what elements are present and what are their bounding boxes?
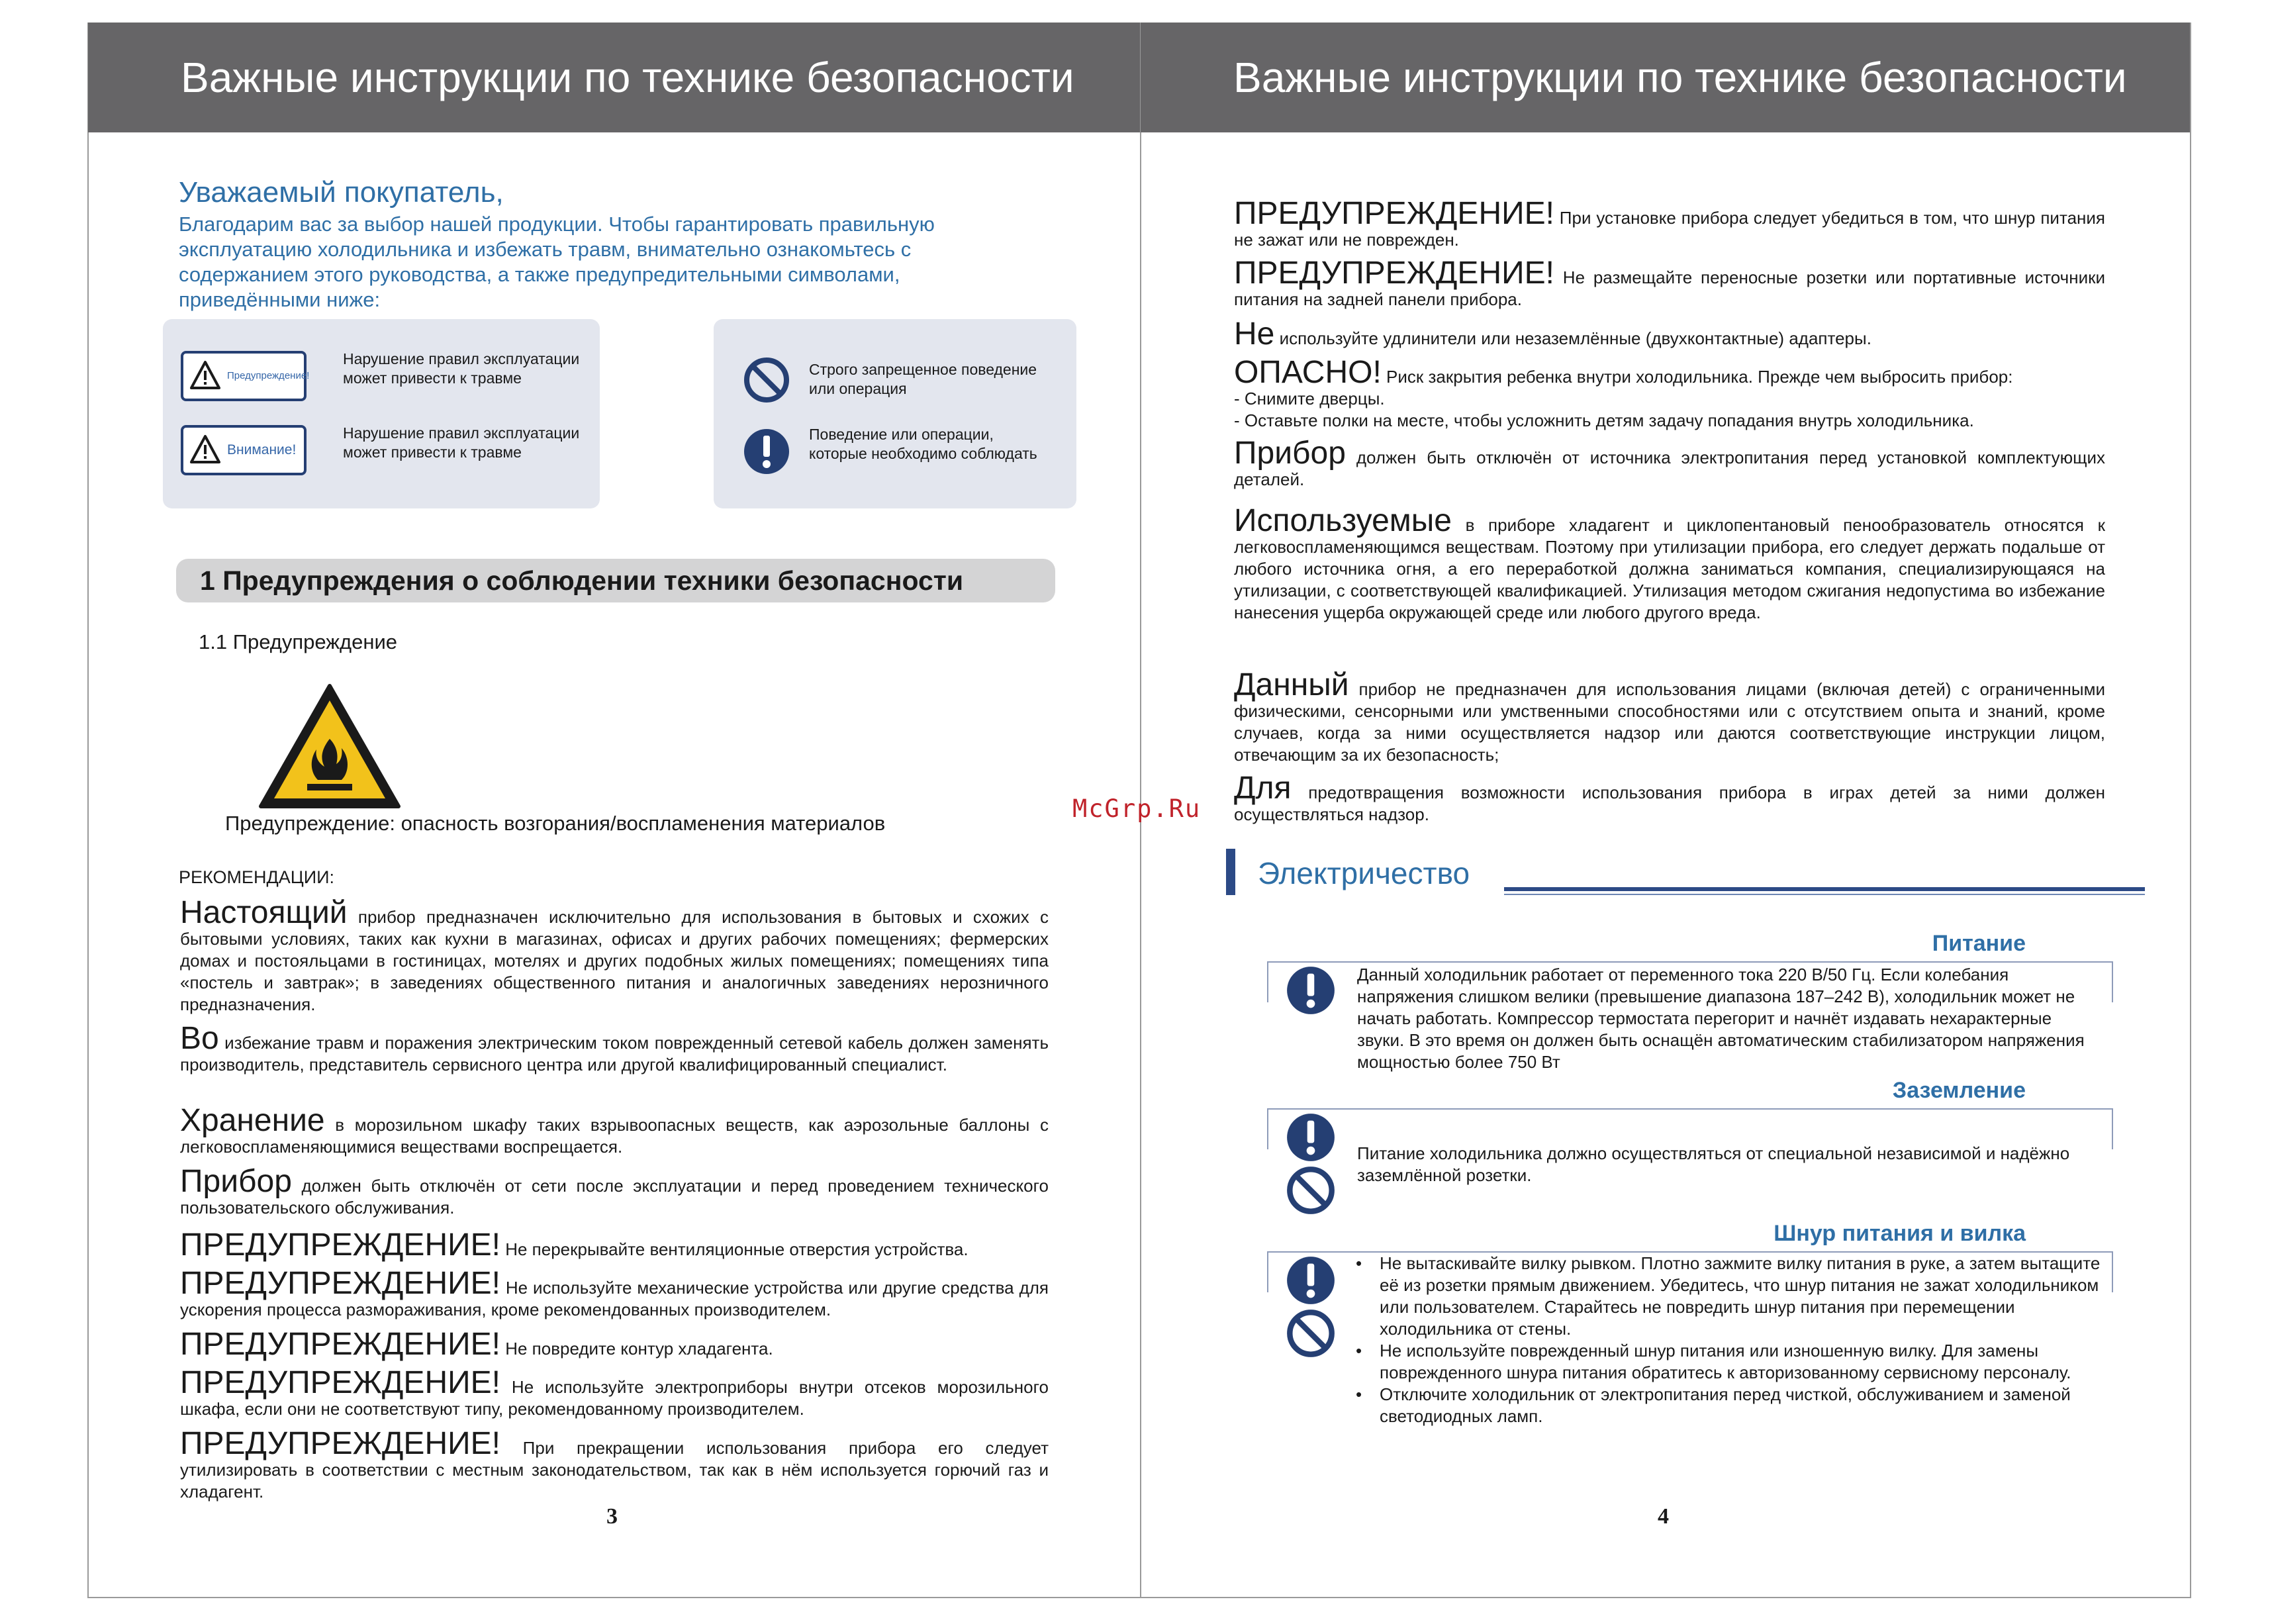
right-paragraph (1234, 436, 2105, 491)
subsection-title: 1.1 Предупреждение (199, 630, 398, 653)
hazard-caption (225, 812, 885, 836)
prohibition-icon (1286, 1165, 1336, 1216)
paragraph-text: Не размещайте переносные розетки или портативные источники питания на задней панели прибора. (1234, 267, 2105, 309)
caution-tag-description: Нарушение правил эксплуатации может привести к травме (343, 424, 580, 461)
left-page-header (88, 23, 1140, 132)
mandatory-description: Поведение или операции, которые необходимо соблюдать (809, 426, 1037, 462)
paragraph-text: должен быть отключён от источника электропитания перед установкой комплектующих деталей. (1234, 448, 2105, 489)
mandatory-icon (1286, 1112, 1336, 1163)
caution-tag (181, 425, 307, 475)
caution-tag-label: Внимание! (227, 442, 297, 457)
left-paragraph (180, 1164, 1049, 1219)
list-item: • Отключите холодильник от электропитания перед чисткой, обслуживанием и заменой светодиодных ламп. (1380, 1384, 2104, 1427)
paragraph-text: При установке прибора следует убедиться в том, что шнур питания не зажат или не поврежден. (1234, 208, 2105, 250)
paragraph-text: При прекращении использования прибора его следует утилизировать в соответствии с местным законодательством, так как в нём используется горючий газ и хладагент. (180, 1438, 1049, 1502)
paragraph-text: Не используйте электроприборы внутри отсеков морозильного шкафа, если они не соответствуют типу, рекомендованному производителем. (180, 1377, 1049, 1419)
paragraph-lead: Данный (1234, 667, 1349, 702)
paragraph-text: Не перекрывайте вентиляционные отверстия устройства. (500, 1239, 969, 1259)
paragraph-text: прибор не предназначен для использования лицами (включая детей) с ограниченными физическими, сенсорными или умственными способностями или с отсутствием опыта и знаний, кроме случаев, когда за ними осуществляется надзор или даются соответствующие инструкции лицом, отвечающим за их безопасность; (1234, 679, 2105, 765)
paragraph-lead: ПРЕДУПРЕЖДЕНИЕ! (1234, 256, 1554, 291)
right-paragraph (1234, 771, 2105, 826)
left-paragraph (180, 1103, 1049, 1158)
paragraph-text: предотвращения возможности использования прибора в играх детей за ними должен осуществляться надзор. (1234, 783, 2105, 824)
left-paragraph (180, 1266, 1049, 1321)
prohibition-icon (1286, 1308, 1336, 1359)
left-page-title: Важные инструкции по технике безопасности (181, 54, 1074, 101)
cord-heading: Шнур питания и вилка (1773, 1221, 2026, 1246)
prohibition-icon (743, 356, 790, 404)
caution-triangle-icon (190, 434, 220, 465)
electricity-accent-bar (1226, 849, 1235, 895)
electricity-title: Электричество (1258, 856, 1470, 890)
paragraph-lead: Прибор (180, 1164, 292, 1199)
paragraph-text: Риск закрытия ребенка внутри холодильника. Прежде чем выбросить прибор: (1381, 367, 2013, 387)
cord-list-container (1356, 1253, 2104, 1427)
mandatory-icon (1286, 965, 1336, 1016)
paragraph-lead: Хранение (180, 1103, 325, 1138)
warning-tag-description: Нарушение правил эксплуатации может привести к травме (343, 350, 580, 387)
left-paragraph (180, 1021, 1049, 1076)
page-number-right: 4 (1658, 1504, 1669, 1529)
right-paragraph (1234, 196, 2105, 251)
paragraph-lead: Не (1234, 316, 1275, 352)
paragraph-lead: ПРЕДУПРЕЖДЕНИЕ! (180, 1365, 500, 1400)
paragraph-lead: Прибор (1234, 436, 1346, 471)
paragraph-lead: ПРЕДУПРЕЖДЕНИЕ! (180, 1327, 500, 1362)
hazard-caption-lead: Предупреждение: (225, 812, 395, 835)
paragraph-text: в морозильном шкафу таких взрывоопасных веществ, как аэрозольные баллоны с легковоспламеняющимися веществами воспрещается. (180, 1115, 1049, 1157)
paragraph-lead: Во (180, 1021, 219, 1056)
right-paragraph (1234, 503, 2105, 624)
paragraph-lead: Используемые (1234, 503, 1452, 538)
greeting: Уважаемый покупатель, (179, 176, 504, 209)
recommendations-label: РЕКОМЕНДАЦИИ: (179, 867, 335, 887)
mandatory-icon (1286, 1255, 1336, 1306)
paragraph-text: избежание травм и поражения электрическим током поврежденный сетевой кабель должен заменять производитель, представитель сервисного центра или другой квалифицированный специалист. (180, 1033, 1049, 1075)
paragraph-text: Не используйте механические устройства или другие средства для ускорения процесса размораживания, кроме рекомендованных производителем. (180, 1278, 1049, 1319)
power-text: Данный холодильник работает от переменного тока 220 В/50 Гц. Если колебания напряжения слишком велики (превышение диапазона 187–242 В), холодильник может не начать работать. Компрессор термостата перегорит и начнёт издавать нехарактерные звуки. В это время он должен быть оснащён автоматическим стабилизатором напряжения мощностью более 750 Вт (1357, 965, 2085, 1072)
prohibition-description: Строго запрещенное поведение или операция (809, 361, 1037, 397)
mandatory-icon (743, 428, 790, 475)
paragraph-text: используйте удлинители или незаземлённые (двухконтактные) адаптеры. (1274, 328, 1871, 348)
paragraph-lead: Настоящий (180, 895, 348, 930)
watermark: McGrp.Ru (1072, 794, 1202, 823)
left-paragraph (180, 1327, 1049, 1362)
paragraph-text: должен быть отключён от сети после эксплуатации и перед проведением технического пользовательского обслуживания. (180, 1176, 1049, 1218)
grounding-heading: Заземление (1892, 1078, 2026, 1103)
paragraph-lead: ОПАСНО! (1234, 355, 1382, 390)
paragraph-lead: ПРЕДУПРЕЖДЕНИЕ! (180, 1266, 500, 1301)
paragraph-text: Не повредите контур хладагента. (500, 1339, 773, 1359)
warning-tag-label: Предупреждение! (227, 370, 310, 381)
legend-box-symbols (714, 319, 1076, 508)
electricity-rule-thin (1504, 894, 2145, 895)
grounding-text: Питание холодильника должно осуществляться от специальной независимой и надёжно заземлённой розетки. (1357, 1143, 2070, 1185)
intro-text: Благодарим вас за выбор нашей продукции. Чтобы гарантировать правильную эксплуатацию холодильника и избежать травм, внимательно ознакомьтесь с содержанием этого руководства, а также предупредительными символами, приведёнными ниже: (179, 213, 935, 311)
electricity-rule (1504, 887, 2145, 891)
right-paragraph (1234, 316, 2105, 352)
paragraph-lead: ПРЕДУПРЕЖДЕНИЕ! (1234, 196, 1554, 231)
list-item: • Не вытаскивайте вилку рывком. Плотно зажмите вилку питания в руке, а затем вытащите её из розетки прямым движением. Убедитесь, что шнур питания не зажат холодильником или пользователем. Старайтесь не повредить шнур питания при перемещении холодильника от стены. (1380, 1253, 2104, 1340)
paragraph-text: в приборе хладагент и циклопентановый пенообразователь относятся к легковоспламеняющимся веществам. Поэтому при утилизации прибора, его следует держать подальше от любого источника огня, а его переработкой должна заниматься компания, специализирующаяся на утилизации, с соответствующей квалификацией. Утилизация методом сжигания недопустима во избежание нанесения ущерба окружающей среде или любого другого вреда. (1234, 515, 2105, 622)
left-paragraph (180, 1426, 1049, 1503)
left-paragraph (180, 895, 1049, 1016)
legend-box-warnings (163, 319, 600, 508)
right-paragraph (1234, 667, 2105, 766)
flammable-hazard-icon (258, 683, 401, 809)
cord-list (1356, 1253, 2104, 1427)
page-number-left: 3 (606, 1504, 618, 1529)
danger-step-1: - Снимите дверцы. (1234, 389, 1385, 408)
power-heading: Питание (1932, 931, 2026, 956)
left-paragraph (180, 1365, 1049, 1420)
paragraph-lead: ПРЕДУПРЕЖДЕНИЕ! (180, 1227, 500, 1263)
danger-step-2: - Оставьте полки на месте, чтобы усложнить детям задачу попадания внутрь холодильника. (1234, 410, 1974, 430)
list-item: • Не используйте поврежденный шнур питания или изношенную вилку. Для замены поврежденного шнура питания обратитесь к авторизованному сервисному персоналу. (1380, 1340, 2104, 1384)
left-paragraph (180, 1227, 1049, 1263)
warning-tag (181, 351, 310, 401)
warning-triangle-icon (190, 360, 220, 391)
right-paragraph-danger (1234, 355, 2105, 432)
section-1-header (176, 559, 1055, 602)
right-page-header (1141, 23, 2190, 132)
paragraph-text: прибор предназначен исключительно для использования в бытовых и схожих с бытовыми условиях, таких как кухни в магазинах, офисах и других рабочих помещениях; фермерских домах и постояльцами в гостиницах, мотелях и других подобных жилых помещениях; помещениях типа «постель и завтрак»; в заведениях общественного питания и аналогичных заведениях нерозничного предназначения. (180, 907, 1049, 1014)
section-1-title: 1 Предупреждения о соблюдении техники безопасности (200, 565, 964, 596)
right-page-title: Важные инструкции по технике безопасности (1233, 54, 2127, 101)
right-paragraph (1234, 256, 2105, 310)
hazard-caption-text: опасность возгорания/воспламенения материалов (395, 812, 886, 835)
paragraph-lead: Для (1234, 771, 1292, 806)
paragraph-lead: ПРЕДУПРЕЖДЕНИЕ! (180, 1426, 500, 1461)
